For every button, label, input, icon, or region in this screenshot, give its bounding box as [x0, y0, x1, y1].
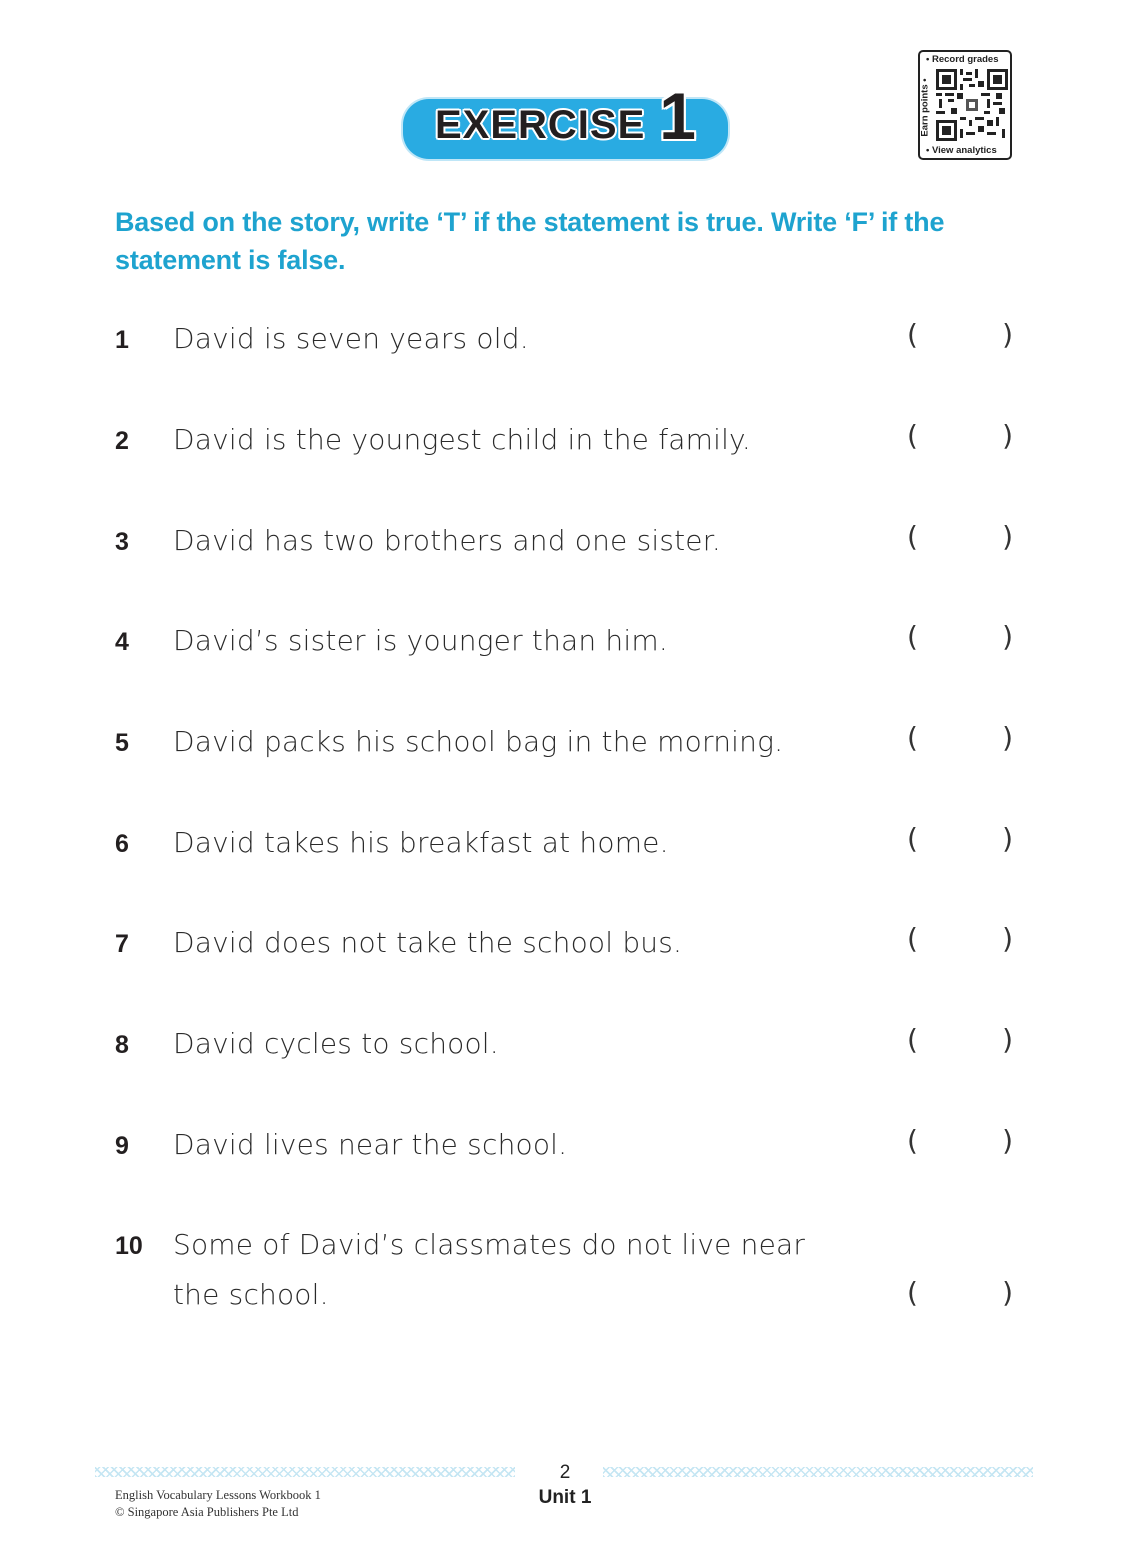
question-item [115, 620, 1020, 670]
question-item [115, 922, 1020, 972]
exercise-heading [403, 79, 728, 165]
question-number: 7 [115, 930, 129, 958]
answer-input[interactable] [927, 423, 993, 461]
close-bracket: ) [1002, 822, 1013, 855]
close-bracket: ) [1002, 620, 1013, 653]
open-bracket: ( [907, 822, 918, 855]
open-bracket: ( [907, 1124, 918, 1157]
answer-input[interactable] [927, 524, 993, 562]
open-bracket: ( [907, 1023, 918, 1056]
answer-blank[interactable] [907, 620, 1013, 664]
qr-earn-points-label: Earn points • [919, 78, 931, 137]
answer-input[interactable] [927, 322, 993, 360]
footer-divider-right [603, 1467, 1033, 1477]
open-bracket: ( [907, 419, 918, 452]
question-text: David is seven years old. [173, 322, 529, 355]
question-item [115, 1124, 1020, 1174]
open-bracket: ( [907, 520, 918, 553]
question-text: David does not take the school bus. [173, 926, 683, 959]
open-bracket: ( [907, 318, 918, 351]
question-text: David lives near the school. [173, 1128, 568, 1161]
question-text: David takes his breakfast at home. [173, 826, 669, 859]
question-number: 3 [115, 528, 129, 556]
exercise-number: 1 [659, 79, 696, 153]
question-item [115, 419, 1020, 469]
question-number: 4 [115, 628, 129, 656]
answer-blank[interactable] [907, 318, 1013, 362]
answer-input[interactable] [927, 926, 993, 964]
page-number: 2 [559, 1462, 571, 1483]
close-bracket: ) [1002, 1023, 1013, 1056]
close-bracket: ) [1002, 419, 1013, 452]
answer-input[interactable] [927, 624, 993, 662]
question-number: 8 [115, 1031, 129, 1059]
copyright: © Singapore Asia Publishers Pte Ltd [115, 1505, 299, 1519]
open-bracket: ( [907, 922, 918, 955]
question-item [115, 1023, 1020, 1073]
open-bracket: ( [907, 1276, 918, 1309]
close-bracket: ) [1002, 1276, 1013, 1309]
footer-divider-left [95, 1467, 515, 1477]
question-text: David is the youngest child in the family. [173, 423, 751, 456]
qr-code-box[interactable] [918, 50, 1012, 160]
question-item [115, 721, 1020, 771]
close-bracket: ) [1002, 721, 1013, 754]
question-number: 1 [115, 326, 129, 354]
qr-view-analytics-label: • View analytics [926, 145, 997, 156]
answer-input[interactable] [927, 725, 993, 763]
answer-blank[interactable] [907, 419, 1013, 463]
close-bracket: ) [1002, 520, 1013, 553]
close-bracket: ) [1002, 922, 1013, 955]
answer-input[interactable] [927, 1280, 993, 1318]
qr-code-icon [936, 69, 1008, 141]
answer-input[interactable] [927, 1027, 993, 1065]
answer-blank[interactable] [907, 520, 1013, 564]
question-item [115, 1224, 1020, 1334]
answer-blank[interactable] [907, 1276, 1013, 1320]
question-text: David’s sister is younger than him. [173, 624, 668, 657]
question-item [115, 822, 1020, 872]
qr-record-grades-label: • Record grades [926, 54, 999, 65]
instructions: Based on the story, write ‘T’ if the statement is true. Write ‘F’ if the statement is false. [115, 207, 945, 275]
answer-input[interactable] [927, 1128, 993, 1166]
question-text: David packs his school bag in the morning. [173, 725, 784, 758]
answer-blank[interactable] [907, 721, 1013, 765]
answer-blank[interactable] [907, 1124, 1013, 1168]
answer-input[interactable] [927, 826, 993, 864]
question-number: 6 [115, 830, 129, 858]
book-credits [115, 1487, 321, 1521]
question-number: 2 [115, 427, 129, 455]
open-bracket: ( [907, 721, 918, 754]
answer-blank[interactable] [907, 922, 1013, 966]
open-bracket: ( [907, 620, 918, 653]
close-bracket: ) [1002, 318, 1013, 351]
question-text: David cycles to school. [173, 1027, 499, 1060]
exercise-label: EXERCISE [434, 102, 646, 147]
question-item [115, 520, 1020, 570]
question-text: Some of David’s classmates do not live near [173, 1228, 806, 1261]
unit-label: Unit 1 [538, 1487, 592, 1508]
answer-blank[interactable] [907, 822, 1013, 866]
book-title: English Vocabulary Lessons Workbook 1 [115, 1488, 321, 1502]
question-text: David has two brothers and one sister. [173, 524, 721, 557]
question-text-line2: the school. [173, 1278, 329, 1311]
question-item [115, 318, 1020, 368]
question-number: 10 [115, 1232, 143, 1260]
close-bracket: ) [1002, 1124, 1013, 1157]
answer-blank[interactable] [907, 1023, 1013, 1067]
question-number: 9 [115, 1132, 129, 1160]
question-number: 5 [115, 729, 129, 757]
